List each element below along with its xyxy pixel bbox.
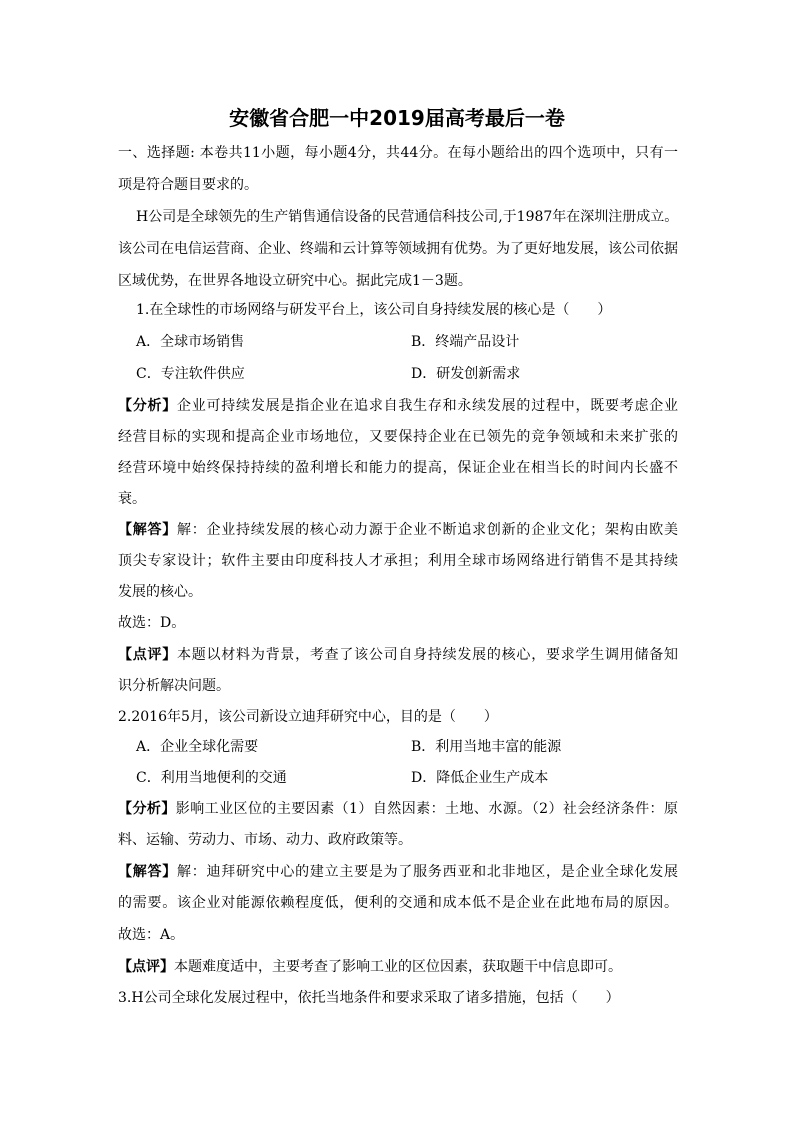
q1-choice: 故选：D。: [118, 615, 186, 631]
section-heading-line1: 一、选择题: 本卷共11小题，每小题4分，共44分。在每小题给出的四个选项中，只有一: [118, 145, 678, 161]
q1-option-b: B．终端产品设计: [411, 334, 520, 350]
q2-choice: 故选：A。: [118, 927, 185, 943]
q1-answer-label: 【解答】: [118, 522, 178, 538]
q1-option-d: D．研发创新需求: [411, 366, 521, 382]
q2-comment-line-1: 【点评】本题难度适中，主要考查了影响工业的区位因素，获取题干中信息即可。: [118, 959, 622, 975]
passage-line-3: 区域优势，在世界各地设立研究中心。据此完成1－3题。: [118, 273, 472, 289]
q2-comment-label: 【点评】: [118, 959, 174, 975]
q2-option-a: A．企业全球化需要: [136, 739, 259, 755]
q1-option-a: A．全球市场销售: [136, 334, 245, 350]
q1-analysis-line-2: 经营目标的实现和提高企业市场地位，又要保持企业在已领先的竞争领域和未来扩张的: [118, 429, 678, 445]
q1-answer-line-2: 顶尖专家设计；软件主要由印度科技人才承担；利用全球市场网络进行销售不是其持续: [118, 553, 678, 569]
q1-analysis-line-1: 【分析】企业可持续发展是指企业在追求自我生存和永续发展的过程中，既要考虑企业: [118, 398, 678, 414]
section-heading-line2: 项是符合题目要求的。: [118, 177, 258, 193]
q1-option-c: C．专注软件供应: [136, 366, 245, 382]
q2-answer-line-1: 【解答】解：迪拜研究中心的建立主要是为了服务西亚和北非地区，是企业全球化发展: [118, 864, 678, 880]
q1-answer-line-1: 【解答】解：企业持续发展的核心动力源于企业不断追求创新的企业文化；架构由欧美: [118, 522, 678, 538]
q1-analysis-line-3: 经营环境中始终保持持续的盈利增长和能力的提高，保证企业在相当长的时间内长盛不: [118, 460, 678, 476]
q1-answer-line-3: 发展的核心。: [118, 584, 202, 600]
q3-stem: 3.H公司全球化发展过程中，依托当地条件和要求采取了诸多措施，包括（ ）: [118, 990, 620, 1006]
q1-analysis-line-4: 衰。: [118, 491, 146, 507]
passage-line-2: 该公司在电信运营商、企业、终端和云计算等领域拥有优势。为了更好地发展，该公司依据: [118, 241, 678, 257]
q1-stem: 1.在全球性的市场网络与研发平台上，该公司自身持续发展的核心是（ ）: [136, 302, 612, 318]
q1-comment-line-2: 识分析解决问题。: [118, 678, 230, 694]
q2-analysis-label: 【分析】: [118, 801, 176, 817]
q2-stem: 2.2016年5月，该公司新设立迪拜研究中心，目的是（ ）: [118, 709, 498, 725]
q2-analysis-line-2: 料、运输、劳动力、市场、动力、政府政策等。: [118, 832, 412, 848]
q1-comment-line-1: 【点评】本题以材料为背景，考查了该公司自身持续发展的核心，要求学生调用储备知: [118, 647, 678, 663]
q2-answer-line-2: 的需要。该企业对能源依赖程度低，便利的交通和成本低不是企业在此地布局的原因。: [118, 895, 678, 911]
page-title: 安徽省合肥一中2019届高考最后一卷: [229, 106, 565, 130]
q2-option-d: D．降低企业生产成本: [411, 770, 549, 786]
q2-option-c: C．利用当地便利的交通: [136, 770, 287, 786]
q1-analysis-label: 【分析】: [118, 398, 178, 414]
q2-analysis-line-1: 【分析】影响工业区位的主要因素（1）自然因素：土地、水源。（2）社会经济条件：原: [118, 801, 678, 817]
q2-answer-label: 【解答】: [118, 864, 178, 880]
q2-option-b: B．利用当地丰富的能源: [411, 739, 562, 755]
passage-line-1: H公司是全球领先的生产销售通信设备的民营通信科技公司,于1987年在深圳注册成立。: [136, 209, 678, 225]
q1-comment-label: 【点评】: [118, 647, 178, 663]
